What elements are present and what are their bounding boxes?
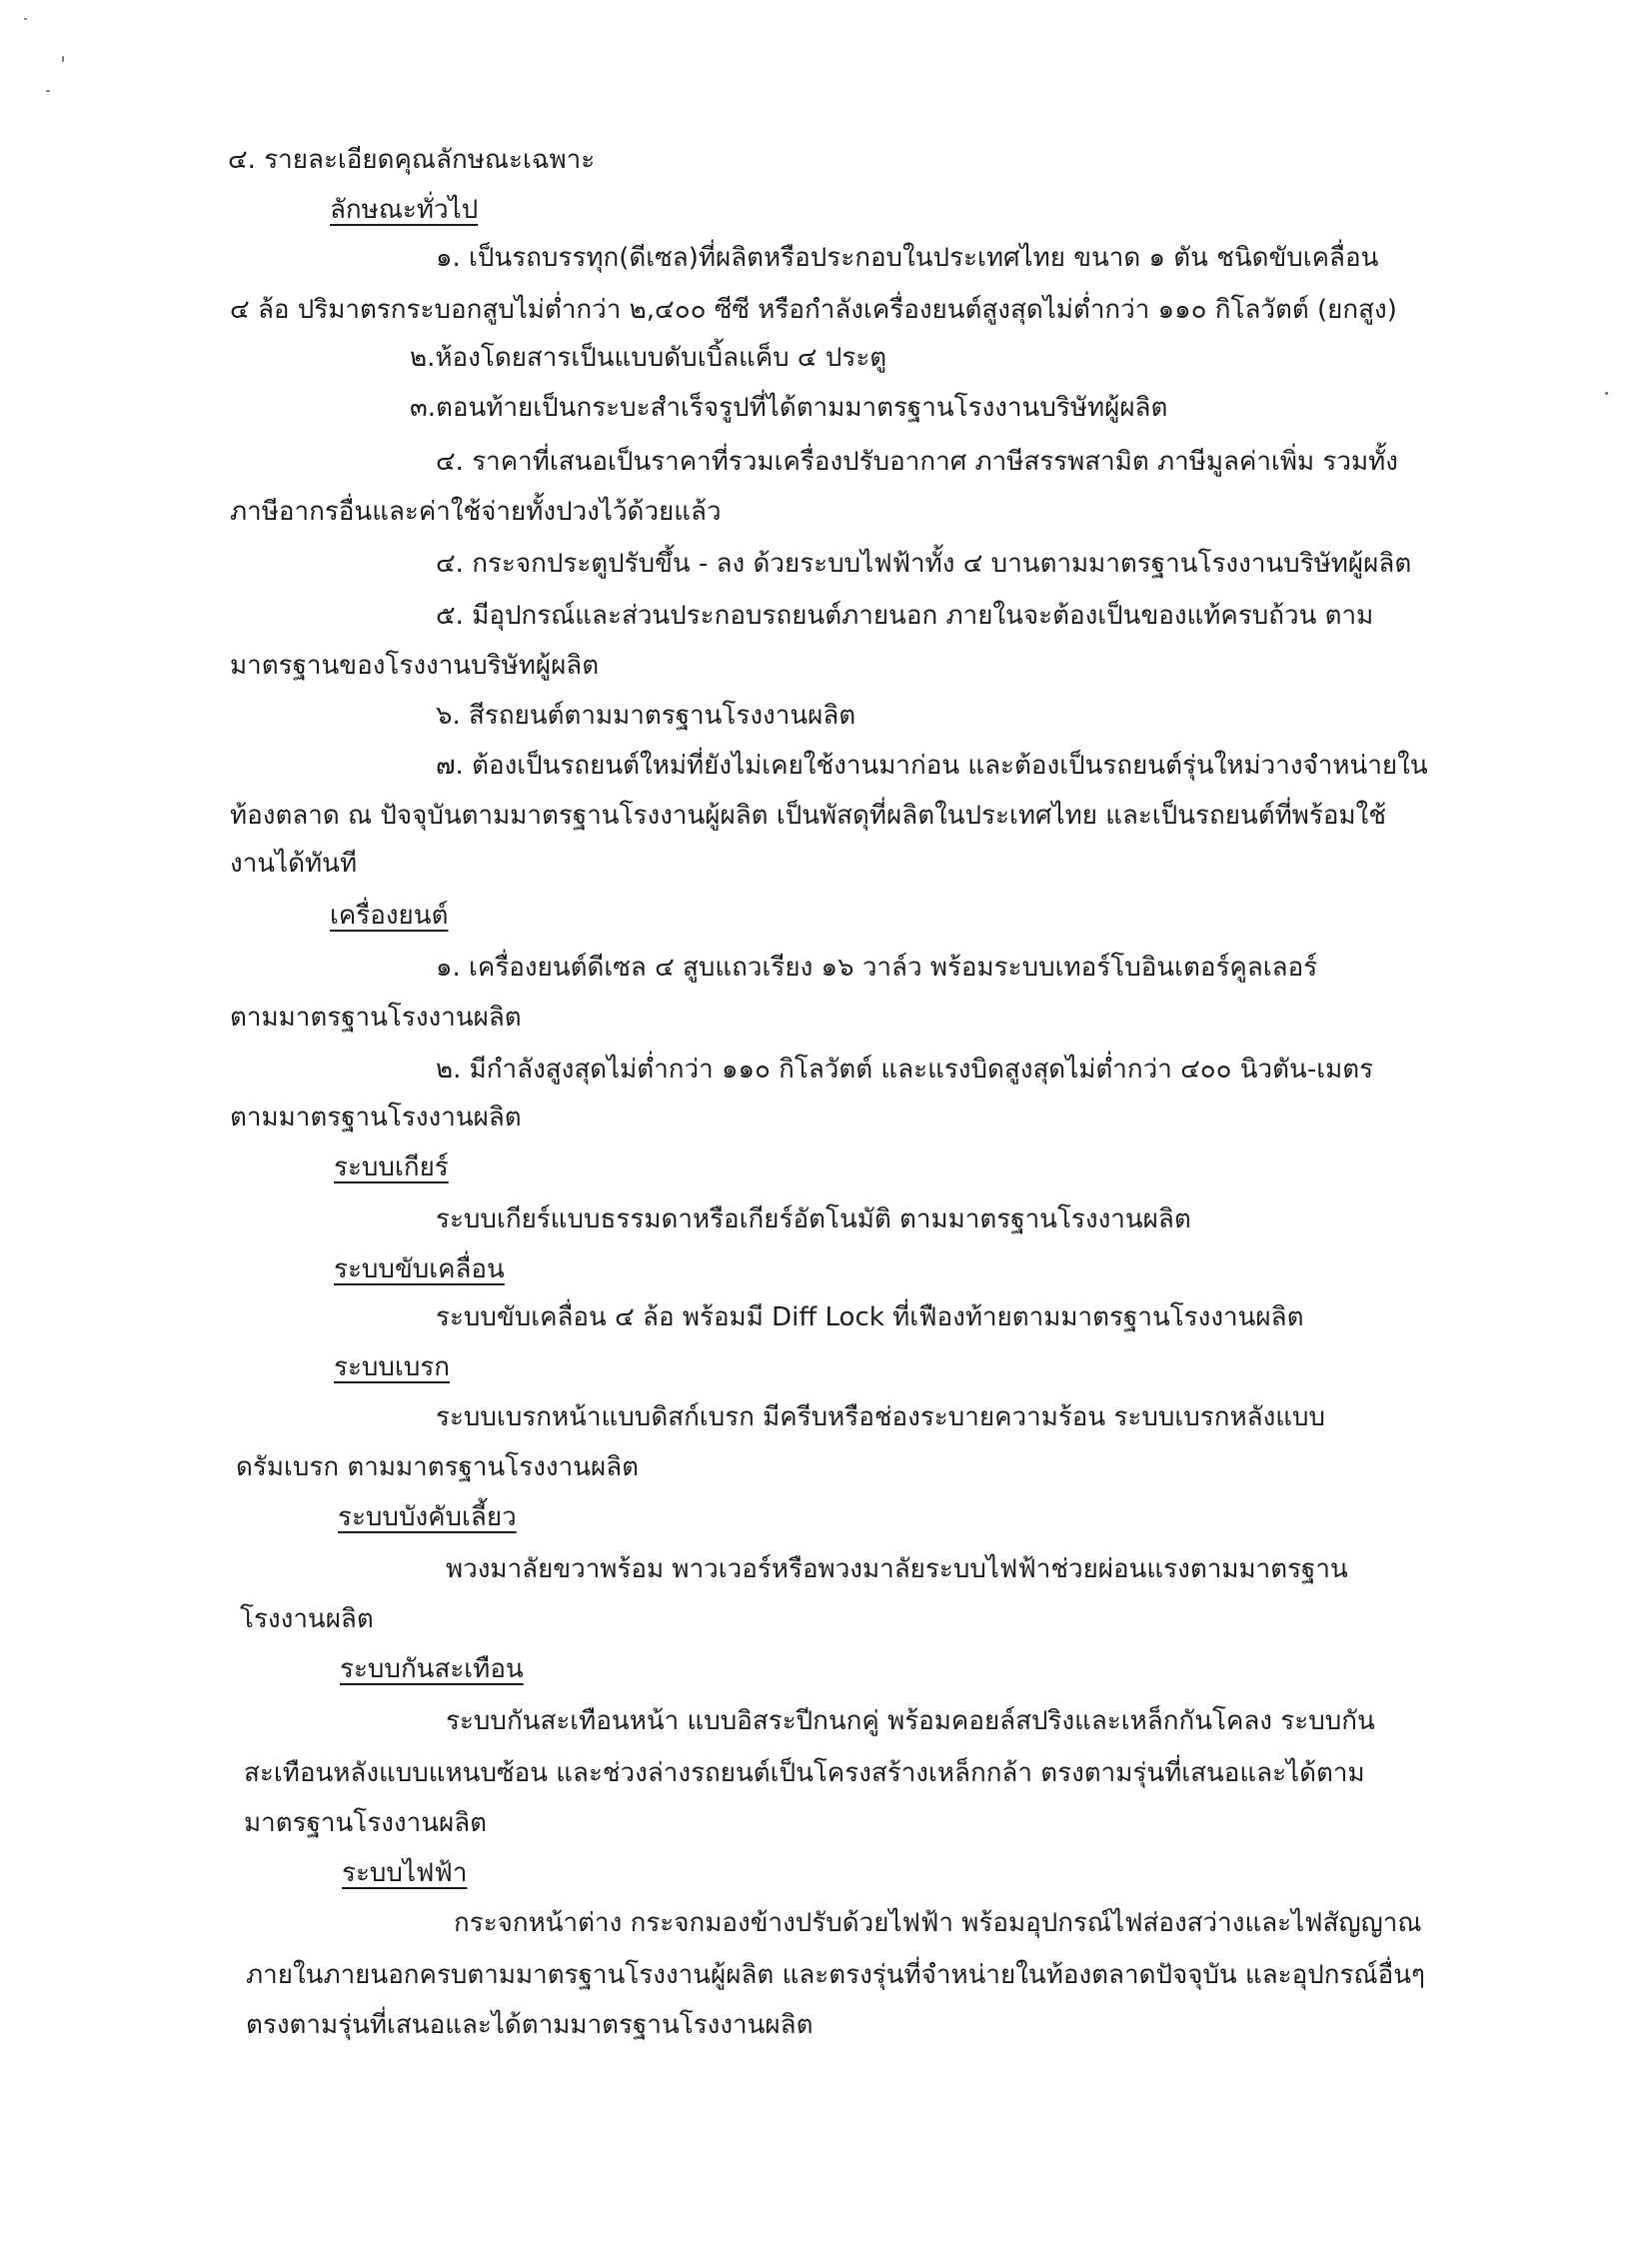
general-line: มาตรฐานของโรงงานบริษัทผู้ผลิต <box>230 651 600 681</box>
general-line: งานได้ทันที <box>230 849 358 879</box>
general-line: ๒.ห้องโดยสารเป็นแบบดับเบิ้ลแค็บ ๔ ประตู <box>410 343 887 373</box>
suspension-line: ระบบกันสะเทือนหน้า แบบอิสระปีกนกคู่ พร้อมคอยล์สปริงและเหล็กกันโคลง ระบบกัน <box>446 1706 1375 1736</box>
page-title: ๔. รายละเอียดคุณลักษณะเฉพาะ <box>228 145 596 175</box>
general-line: ๔. กระจกประตูปรับขึ้น - ลง ด้วยระบบไฟฟ้าทั้ง ๔ บานตามมาตรฐานโรงงานบริษัทผู้ผลิต <box>436 549 1412 579</box>
general-line: ๕. มีอุปกรณ์และส่วนประกอบรถยนต์ภายนอก ภายในจะต้องเป็นของแท้ครบถ้วน ตาม <box>436 601 1374 631</box>
scan-speck <box>62 56 64 62</box>
section-heading-suspension: ระบบกันสะเทือน <box>340 1654 524 1684</box>
gear-line: ระบบเกียร์แบบธรรมดาหรือเกียร์อัตโนมัติ ตามมาตรฐานโรงงานผลิต <box>436 1204 1191 1234</box>
electrical-line: ภายในภายนอกครบตามมาตรฐานโรงงานผู้ผลิต และตรงรุ่นที่จำหน่ายในท้องตลาดปัจจุบัน และอุปกรณ์อื่นๆ <box>246 1960 1425 1990</box>
section-heading-drive: ระบบขับเคลื่อน <box>334 1254 505 1284</box>
suspension-line: มาตรฐานโรงงานผลิต <box>244 1808 488 1838</box>
general-line: ๖. สีรถยนต์ตามมาตรฐานโรงงานผลิต <box>436 701 856 731</box>
scan-speck <box>46 90 50 92</box>
general-line: ๔ ล้อ ปริมาตรกระบอกสูบไม่ต่ำกว่า ๒,๔๐๐ ซีซี หรือกำลังเครื่องยนต์สูงสุดไม่ต่ำกว่า ๑๑๐ กิโลวัตต์ (ยกสูง) <box>230 295 1397 325</box>
general-line: ๔. ราคาที่เสนอเป็นราคาที่รวมเครื่องปรับอากาศ ภาษีสรรพสามิต ภาษีมูลค่าเพิ่ม รวมทั้ง <box>436 447 1398 477</box>
scan-speck <box>24 18 27 20</box>
engine-line: ตามมาตรฐานโรงงานผลิต <box>230 1003 522 1033</box>
suspension-line: สะเทือนหลังแบบแหนบซ้อน และช่วงล่างรถยนต์เป็นโครงสร้างเหล็กกล้า ตรงตามรุ่นที่เสนอและได้ตาม <box>244 1758 1365 1788</box>
section-heading-engine: เครื่องยนต์ <box>330 901 449 931</box>
steering-line: โรงงานผลิต <box>240 1604 374 1634</box>
steering-line: พวงมาลัยขวาพร้อม พาวเวอร์หรือพวงมาลัยระบบไฟฟ้าช่วยผ่อนแรงตามมาตรฐาน <box>446 1554 1348 1584</box>
section-heading-gear: ระบบเกียร์ <box>334 1152 449 1182</box>
scan-speck <box>1605 392 1608 395</box>
general-line: ภาษีอากรอื่นและค่าใช้จ่ายทั้งปวงไว้ด้วยแล้ว <box>230 497 722 527</box>
engine-line: ๑. เครื่องยนต์ดีเซล ๔ สูบแถวเรียง ๑๖ วาล์ว พร้อมระบบเทอร์โบอินเตอร์คูลเลอร์ <box>436 953 1318 983</box>
electrical-line: ตรงตามรุ่นที่เสนอและได้ตามมาตรฐานโรงงานผลิต <box>246 2010 814 2040</box>
engine-line: ๒. มีกำลังสูงสุดไม่ต่ำกว่า ๑๑๐ กิโลวัตต์ และแรงบิดสูงสุดไม่ต่ำกว่า ๔๐๐ นิวตัน-เมตร <box>436 1055 1374 1085</box>
general-line: ท้องตลาด ณ ปัจจุบันตามมาตรฐานโรงงานผู้ผลิต เป็นพัสดุที่ผลิตในประเทศไทย และเป็นรถยนต์ที่พร้อมใช้ <box>230 801 1386 831</box>
engine-line: ตามมาตรฐานโรงงานผลิต <box>230 1103 522 1133</box>
drive-line: ระบบขับเคลื่อน ๔ ล้อ พร้อมมี Diff Lock ที่เฟืองท้ายตามมาตรฐานโรงงานผลิต <box>436 1302 1304 1332</box>
section-heading-brake: ระบบเบรก <box>334 1352 451 1382</box>
brake-line: ดรัมเบรก ตามมาตรฐานโรงงานผลิต <box>236 1452 640 1482</box>
general-line: ๑. เป็นรถบรรทุก(ดีเซล)ที่ผลิตหรือประกอบในประเทศไทย ขนาด ๑ ตัน ชนิดขับเคลื่อน <box>436 243 1379 273</box>
general-line: ๓.ตอนท้ายเป็นกระบะสำเร็จรูปที่ได้ตามมาตรฐานโรงงานบริษัทผู้ผลิต <box>410 393 1168 423</box>
section-heading-electrical: ระบบไฟฟ้า <box>342 1858 468 1888</box>
section-heading-steering: ระบบบังคับเลี้ยว <box>338 1502 517 1532</box>
general-line: ๗. ต้องเป็นรถยนต์ใหม่ที่ยังไม่เคยใช้งานมาก่อน และต้องเป็นรถยนต์รุ่นใหม่วางจำหน่ายใน <box>436 751 1428 781</box>
section-heading-general: ลักษณะทั่วไป <box>330 195 479 225</box>
brake-line: ระบบเบรกหน้าแบบดิสก์เบรก มีครีบหรือช่องระบายความร้อน ระบบเบรกหลังแบบ <box>436 1402 1326 1432</box>
electrical-line: กระจกหน้าต่าง กระจกมองข้างปรับด้วยไฟฟ้า พร้อมอุปกรณ์ไฟส่องสว่างและไฟสัญญาณ <box>454 1908 1422 1938</box>
